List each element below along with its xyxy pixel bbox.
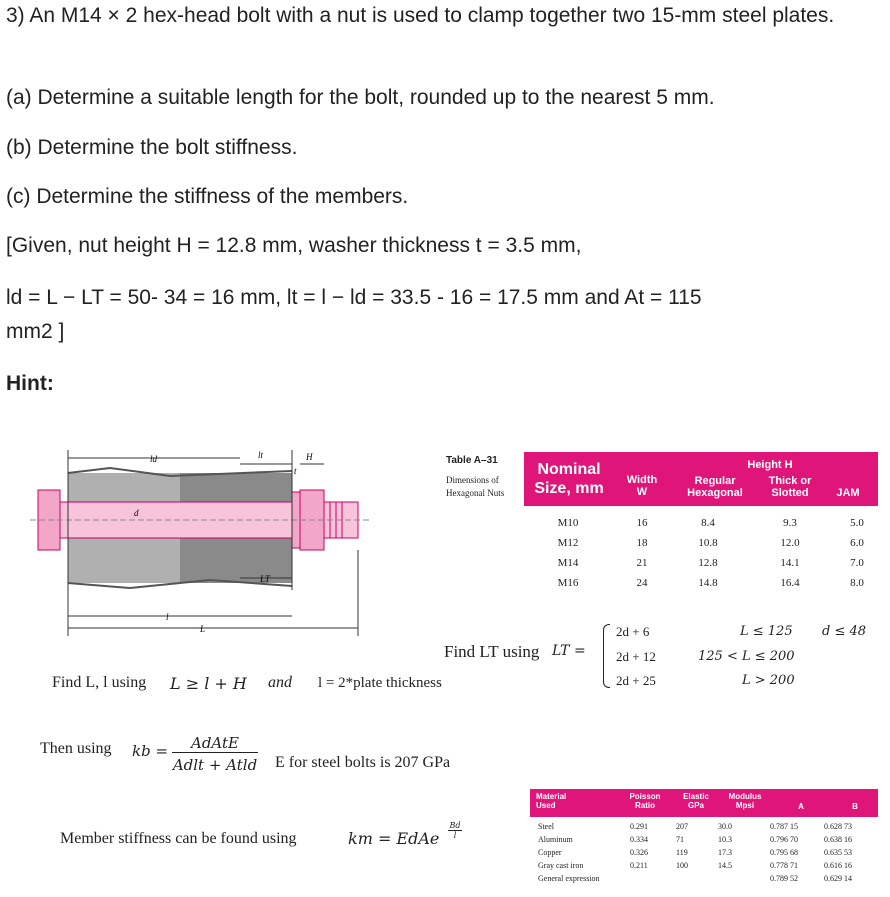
lt-case-3: 2d + 25 <box>616 673 656 688</box>
material-table-body <box>538 820 878 885</box>
cell: 24 <box>636 577 648 589</box>
table-row <box>538 859 878 872</box>
cell: 0.629 14 <box>824 874 852 883</box>
cell: Copper <box>538 848 562 857</box>
part-c: (c) Determine the stiffness of the members. <box>6 185 409 208</box>
given-line-1: [Given, nut height H = 12.8 mm, washer thickness t = 3.5 mm, <box>6 234 582 257</box>
cell: 0.334 <box>630 835 648 844</box>
label-lt: lt <box>258 450 264 460</box>
lt-cond-3: L > 200 <box>742 673 795 688</box>
table-row <box>524 533 878 553</box>
table-a31-subtitle: Dimensions of Hexagonal Nuts <box>446 475 505 498</box>
hdr-material: Material Used <box>536 792 567 810</box>
cell: 8.0 <box>850 577 864 589</box>
cell: 0.635 53 <box>824 848 852 857</box>
hdr-B: B <box>852 802 858 811</box>
cell: 0.796 70 <box>770 835 798 844</box>
L-rule: L ≥ l + H <box>170 674 247 693</box>
cell: Gray cast iron <box>538 861 584 870</box>
km-formula: km = EdAe <box>348 829 440 848</box>
label-H: H <box>306 452 313 462</box>
cell <box>630 872 676 885</box>
cell: 16 <box>636 517 648 529</box>
cell: 0.789 52 <box>770 874 798 883</box>
given-line-3: mm2 ] <box>6 320 65 343</box>
cell: 18 <box>636 537 648 549</box>
table-a31-title: Table A–31 <box>446 455 498 466</box>
cell: 21 <box>636 557 648 569</box>
cell: 0.616 16 <box>824 861 852 870</box>
cell: 0.326 <box>630 848 648 857</box>
hint-label: Hint: <box>6 372 54 395</box>
km-exp-num: Bd <box>449 821 461 830</box>
header-jam: JAM <box>836 487 860 499</box>
cell: 14.8 <box>698 577 718 589</box>
hdr-A: A <box>798 802 804 811</box>
table-row <box>524 513 878 533</box>
hdr-modulus: Modulus Mpsi <box>728 792 762 810</box>
cell: 71 <box>676 835 684 844</box>
part-b: (b) Determine the bolt stiffness. <box>6 136 298 159</box>
header-width: Width W <box>626 474 658 498</box>
cell: General expression <box>538 874 600 883</box>
cell: 6.0 <box>850 537 864 549</box>
cell: M14 <box>557 557 579 569</box>
table-row <box>538 833 878 846</box>
cell: 17.3 <box>718 848 732 857</box>
cell: 0.795 68 <box>770 848 798 857</box>
lt-cond-1b: d ≤ 48 <box>822 624 867 639</box>
cell: 30.0 <box>718 822 732 831</box>
cell: 0.778 71 <box>770 861 798 870</box>
label-ld: ld <box>150 454 158 464</box>
e-note: E for steel bolts is 207 GPa <box>275 754 451 771</box>
hdr-elastic: Elastic GPa <box>683 792 709 810</box>
cell: 0.638 16 <box>824 835 852 844</box>
cell: 12.0 <box>780 537 800 549</box>
cell: M12 <box>557 537 579 549</box>
cell: 16.4 <box>780 577 800 589</box>
label-d: d <box>134 508 139 518</box>
and-word: and <box>268 674 292 691</box>
cell: 0.787 15 <box>770 822 798 831</box>
table-a31-body <box>524 513 878 593</box>
cell: 0.628 73 <box>824 822 852 831</box>
cell: 0.211 <box>630 861 648 870</box>
header-regular: Regular Hexagonal <box>687 475 743 499</box>
label-l: l <box>166 612 169 622</box>
lt-cond-2: 125 < L ≤ 200 <box>698 649 795 664</box>
km-exp-den: l <box>453 831 457 840</box>
lt-eq: LT = <box>552 643 586 659</box>
find-L-text: Find L, l using <box>52 674 147 691</box>
cell: 14.5 <box>718 861 732 870</box>
cell: 14.1 <box>780 557 800 569</box>
hdr-poisson: Poisson Ratio <box>629 792 661 810</box>
cell: M16 <box>557 577 579 589</box>
member-text: Member stiffness can be found using <box>60 830 297 847</box>
label-L: L <box>200 624 206 634</box>
cell: 7.0 <box>850 557 864 569</box>
cell: 10.3 <box>718 835 732 844</box>
cell: 8.4 <box>701 517 715 529</box>
label-LT: LT <box>260 574 270 584</box>
header-height: Height H <box>747 459 793 471</box>
cell <box>718 872 770 885</box>
kb-denominator: Adlt + Atld <box>172 756 258 774</box>
kb-numerator: AdAtE <box>172 734 258 753</box>
brace <box>603 624 610 688</box>
cell: 119 <box>676 848 688 857</box>
then-using: Then using <box>40 740 112 757</box>
cell: Aluminum <box>538 835 573 844</box>
table-row <box>524 573 878 593</box>
header-nominal: Nominal Size, mm <box>534 461 604 497</box>
bolt-assembly-figure <box>30 440 430 640</box>
find-lt-text: Find LT using <box>444 642 540 661</box>
table-row <box>538 872 878 885</box>
cell: 0.291 <box>630 822 648 831</box>
given-line-2: ld = L − LT = 50- 34 = 16 mm, lt = l − ld = 33.5 - 16 = 17.5 mm and At = 115 <box>6 286 702 309</box>
cell: 9.3 <box>783 517 797 529</box>
lt-case-2: 2d + 12 <box>616 649 656 664</box>
problem-title: 3) An M14 × 2 hex-head bolt with a nut is used to clamp together two 15-mm steel plates. <box>6 4 835 27</box>
part-a: (a) Determine a suitable length for the bolt, rounded up to the nearest 5 mm. <box>6 86 715 109</box>
cell: 5.0 <box>850 517 864 529</box>
cell: 207 <box>676 822 688 831</box>
cell <box>676 872 718 885</box>
header-thick: Thick or Slotted <box>768 475 812 499</box>
cell: 10.8 <box>698 537 718 549</box>
label-t: t <box>294 466 297 476</box>
table-row <box>538 846 878 859</box>
kb-lhs: kb = <box>132 742 169 760</box>
table-row <box>524 553 878 573</box>
table-row <box>538 820 878 833</box>
lt-cond-1: L ≤ 125 <box>740 624 793 639</box>
cell: 100 <box>676 861 688 870</box>
cell: 12.8 <box>698 557 718 569</box>
l-rule: l = 2*plate thickness <box>318 675 442 691</box>
lt-case-1: 2d + 6 <box>616 624 650 639</box>
cell: Steel <box>538 822 554 831</box>
cell: M10 <box>557 517 579 529</box>
